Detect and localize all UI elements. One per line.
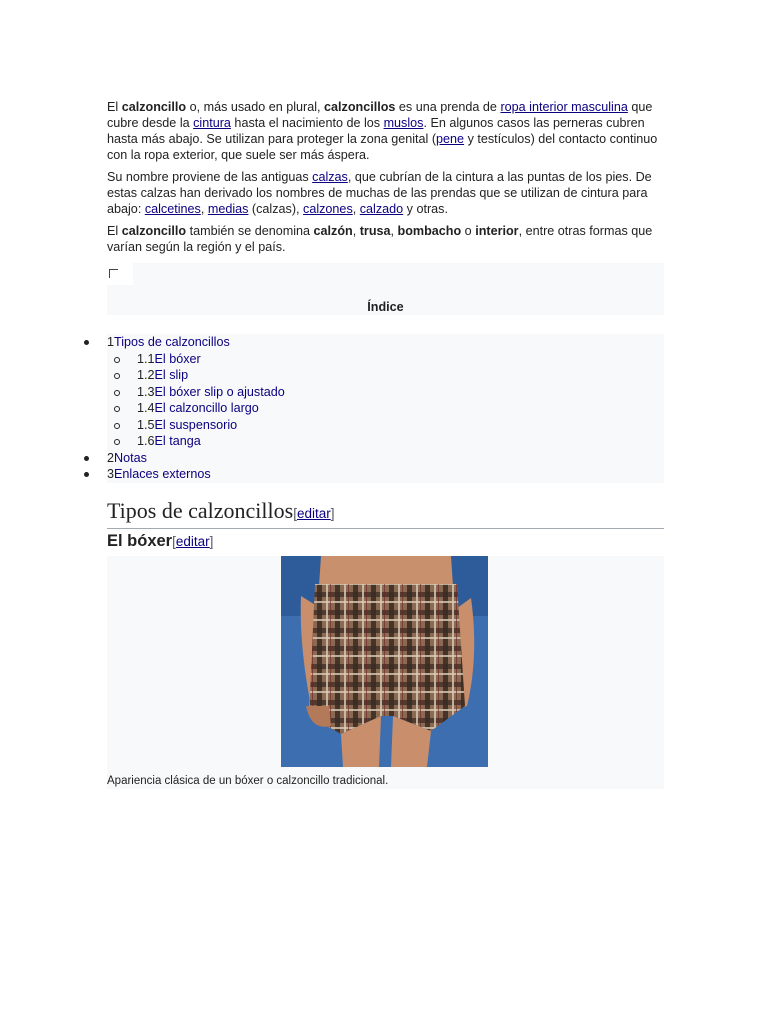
toc-item-label: El bóxer (154, 351, 201, 366)
inline-link[interactable]: calzas (312, 170, 348, 184)
toc-item-background (107, 450, 664, 467)
intro-paragraph-3 (107, 223, 664, 255)
section-heading-text: Tipos de calzoncillos (107, 498, 294, 523)
intro-paragraph-2 (107, 169, 664, 217)
text-run: es una prenda de (395, 100, 501, 114)
toc-item[interactable] (0, 384, 664, 401)
inline-link[interactable]: calzado (359, 202, 404, 216)
edit-link[interactable]: editar (296, 506, 331, 521)
intro-paragraph-1 (107, 99, 664, 163)
toc-item-label: El suspensorio (154, 417, 238, 432)
bullet-icon (84, 340, 89, 345)
toc-item[interactable] (0, 417, 664, 434)
edit-link[interactable]: editar (175, 534, 210, 549)
toc-item-link[interactable] (137, 400, 259, 417)
toc-item[interactable] (0, 450, 664, 467)
bold-term: calzoncillo (121, 224, 187, 238)
toc-item-number: 1.2 (137, 368, 155, 382)
toc-item-number: 1 (107, 335, 115, 349)
article-body (107, 99, 664, 315)
bold-term: calzoncillo (121, 100, 187, 114)
subsection-heading (107, 530, 213, 553)
toc-item[interactable] (0, 367, 664, 384)
toc-item[interactable] (0, 400, 664, 417)
section-heading (107, 498, 664, 529)
toc-item-label: El slip (154, 368, 189, 382)
text-run: , que cubrían de la cintura a las puntas de los pies. De estas calzas han derivado los nombres de muchas de las prendas que se utilizan de cintura para abajo: (107, 170, 652, 216)
toc-item[interactable] (0, 433, 664, 450)
inline-link[interactable]: cintura (193, 116, 231, 130)
checkbox-icon (109, 269, 118, 278)
toc-item-link[interactable] (107, 450, 147, 467)
toc-item-number: 1.4 (137, 401, 155, 415)
toc-item-number: 1.3 (137, 384, 155, 399)
text-run: o (461, 224, 476, 238)
inline-link[interactable]: medias (207, 202, 249, 216)
text-run: , (200, 202, 208, 216)
toc-item[interactable] (0, 466, 664, 483)
toc-item-label: El tanga (154, 434, 201, 448)
text-run: hasta el nacimiento de los (230, 116, 384, 130)
bold-term: calzoncillos (324, 100, 396, 114)
text-run: Su nombre proviene de las antiguas (107, 170, 313, 184)
bold-term: trusa (359, 224, 391, 238)
toc-item-link[interactable] (137, 417, 237, 434)
text-run: El (107, 100, 122, 114)
toc-item-label: Notas (114, 450, 147, 465)
toc-item-label: El bóxer slip o ajustado (154, 384, 285, 399)
text-run: y otras. (403, 202, 448, 216)
text-run: , (352, 202, 360, 216)
bold-term: calzón (313, 224, 353, 238)
toc-header (107, 263, 664, 315)
text-run: El (107, 224, 122, 238)
toc-item-number: 1.5 (137, 417, 155, 432)
subsection-heading-text: El bóxer (107, 532, 173, 550)
toc-item-number: 1.6 (137, 434, 155, 448)
toc-item-link[interactable] (137, 384, 285, 401)
bullet-icon (84, 472, 89, 477)
toc-item-link[interactable] (107, 466, 211, 483)
inline-link[interactable]: pene (436, 132, 465, 146)
toc-item-label: El calzoncillo largo (154, 401, 259, 415)
toc-item-label: Tipos de calzoncillos (114, 335, 230, 349)
figure-caption: Apariencia clásica de un bóxer o calzoncillo tradicional. (107, 775, 389, 787)
boxer-photo[interactable] (281, 556, 488, 767)
bold-term: bombacho (397, 224, 462, 238)
toc-list (0, 334, 664, 483)
figure (107, 556, 664, 789)
text-run: , (390, 224, 398, 238)
circle-bullet-icon (114, 373, 120, 379)
bullet-icon (84, 456, 89, 461)
toc-item-link[interactable] (107, 334, 230, 351)
circle-bullet-icon (114, 406, 120, 412)
text-run: también se denomina (186, 224, 314, 238)
subsection-edit: [editar] (172, 534, 214, 549)
toc-title: Índice (367, 300, 404, 314)
toc-item-link[interactable] (137, 351, 201, 368)
circle-bullet-icon (114, 357, 120, 363)
text-run: (calzas), (248, 202, 304, 216)
circle-bullet-icon (114, 423, 120, 429)
toc-item[interactable] (0, 351, 664, 368)
toc-item-background (107, 367, 664, 384)
bold-term: interior (475, 224, 519, 238)
inline-link[interactable]: calzones (303, 202, 353, 216)
toc-item-number: 3 (107, 467, 115, 481)
text-run: . En algunos casos las perneras cubren hasta más abajo. Se utilizan para proteger la zona genital ( (107, 116, 645, 146)
section-edit: [editar] (293, 506, 335, 521)
toc-item-number: 1.1 (137, 351, 155, 366)
toc-toggle[interactable] (107, 263, 133, 285)
circle-bullet-icon (114, 390, 120, 396)
toc-item-link[interactable] (137, 367, 188, 384)
inline-link[interactable]: calcetines (144, 202, 201, 216)
toc-item-link[interactable] (137, 433, 201, 450)
circle-bullet-icon (114, 439, 120, 445)
text-run: o, más usado en plural, (186, 100, 325, 114)
inline-link[interactable]: muslos (383, 116, 424, 130)
toc-item-label: Enlaces externos (114, 467, 211, 481)
toc-item[interactable] (0, 334, 664, 351)
inline-link[interactable]: ropa interior masculina (500, 100, 628, 114)
text-run: que cubre desde la (107, 100, 653, 130)
toc-item-number: 2 (107, 450, 115, 465)
text-run: y testículos) del contacto continuo con la ropa exterior, que suele ser más áspera. (107, 132, 658, 162)
text-run: , (352, 224, 360, 238)
text-run: , entre otras formas que varían según la región y el país. (107, 224, 653, 254)
